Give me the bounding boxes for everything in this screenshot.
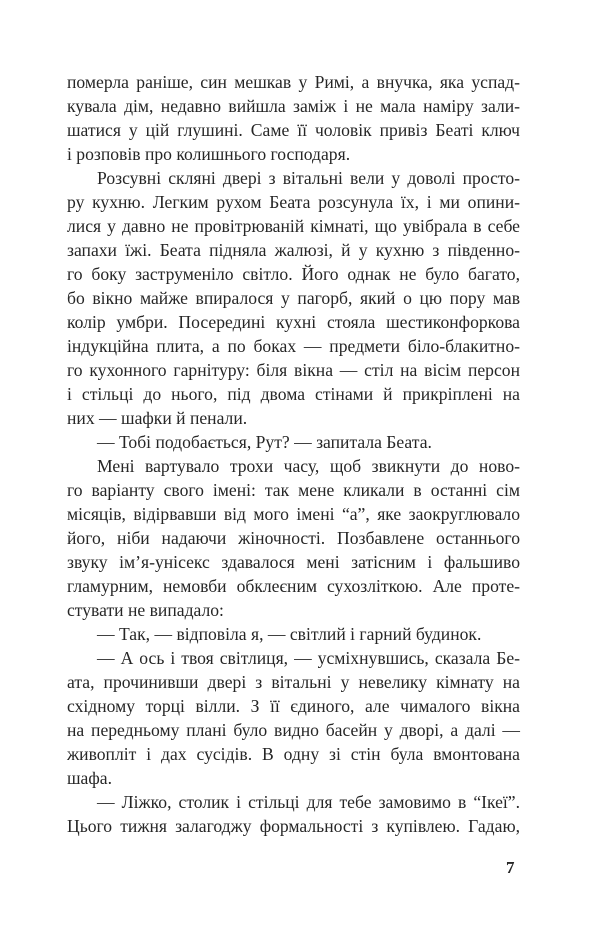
text-line: го боку заструменіло світло. Його однак не було багато, (67, 264, 520, 285)
text-line: місяців, відірвавши від мого імені “а”, яке заокруглювало (67, 504, 520, 525)
text-line: і розповів про колишнього господаря. (67, 144, 351, 165)
text-line: на передньому плані було видно басейн у дворі, а далі — (67, 720, 520, 741)
text-line: стувати не випадало: (67, 600, 224, 621)
text-line: кувала дім, недавно вийшла заміж і не мала наміру зали- (67, 96, 520, 117)
text-line: колір умбри. Посередині кухні стояла шестиконфоркова (67, 312, 520, 333)
text-line: — Тобі подобається, Рут? — запитала Беата. (97, 432, 432, 453)
text-line: і стільці до нього, під двома стінами й прикріплені на (67, 384, 520, 405)
text-line: шафа. (67, 768, 112, 789)
paragraph (67, 70, 520, 166)
text-line: ата, прочинивши двері з вітальні у невелику кімнату на (67, 672, 520, 693)
book-page-text (67, 70, 520, 839)
paragraph (67, 166, 520, 430)
text-line: го варіанту свого імені: так мене кликали в останні сім (67, 480, 520, 501)
text-line: шатися у цій глушині. Саме її чоловік привіз Беаті ключ (67, 120, 520, 141)
text-line: Розсувні скляні двері з вітальні вели у доволі просто- (97, 168, 520, 189)
text-line: Мені вартувало трохи часу, щоб звикнути до ново- (97, 456, 520, 477)
text-line: ру кухню. Легким рухом Беата розсунула їх, і ми опини- (67, 192, 520, 213)
text-line: східному торці вілли. З її єдиного, але чималого вікна (67, 696, 520, 717)
paragraph (67, 790, 520, 838)
text-line: бо вікно майже впиралося у пагорб, який о цю пору мав (67, 288, 520, 309)
paragraph (67, 454, 520, 622)
text-line: них — шафки й пенали. (67, 408, 248, 429)
text-line: звуку ім’я-унісекс здавалося мені затісним і фальшиво (67, 552, 520, 573)
text-line: Цього тижня залагоджу формальності з купівлею. Гадаю, (67, 816, 520, 837)
text-line: живопліт і дах сусідів. В одну зі стін була вмонтована (67, 744, 520, 765)
paragraph (67, 622, 520, 646)
text-line: го кухонного гарнітуру: біля вікна — стіл на вісім персон (67, 360, 520, 381)
text-line: померла раніше, син мешкав у Римі, а внучка, яка успад- (67, 72, 520, 92)
text-line: — Так, — відповіла я, — світлий і гарний будинок. (97, 624, 482, 645)
text-line: його, ніби надаючи жіночності. Позбавлене останнього (67, 528, 520, 549)
text-line: лися у давно не провітрюваній кімнаті, що увібрала в себе (67, 216, 520, 237)
text-line: запахи їжі. Беата підняла жалюзі, й у кухню з південно- (67, 240, 520, 261)
text-line: індукційна плита, а по боках — предмети біло-блакитно- (67, 336, 520, 357)
paragraph (67, 646, 520, 790)
text-line: — А ось і твоя світлиця, — усміхнувшись, сказала Бе- (97, 648, 520, 669)
text-line: гламурним, немовби обклеєним сухозліткою. Але проте- (67, 576, 520, 597)
page-number: 7 (506, 858, 515, 877)
text-line: — Ліжко, столик і стільці для тебе замовимо в “Ікеї”. (97, 792, 520, 813)
paragraph (67, 430, 520, 454)
